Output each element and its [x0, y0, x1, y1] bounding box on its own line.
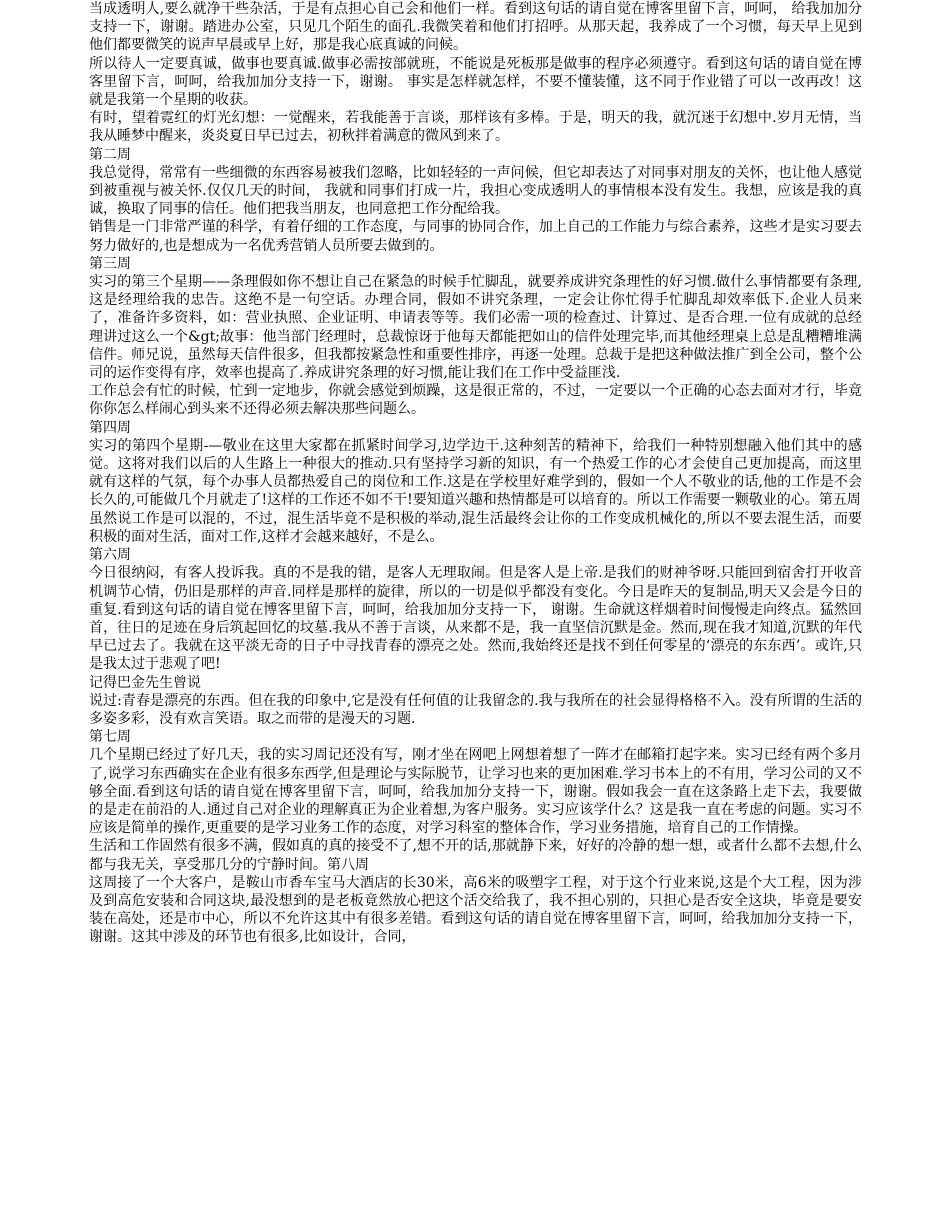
paragraph: 实习的第三个星期——条理假如你不想让自己在紧急的时候手忙脚乱，就要养成讲究条理性的好习惯.做什么事情都要有条理,这是经理给我的忠告。这绝不是一句空话。办理合同，假如不讲究条理，一定会让你忙得手忙脚乱却效率低下.企业人员来了，准备许多资料，如：营业执照、企业证明、申请表等等。我们必需一项的检查过、计算过、是否合理.一位有成就的总经理讲过这么一个&gt;故事：他当部门经理时，总裁惊讶于他每天都能把如山的信件处理完毕,而其他经理桌上总是乱糟糟堆满信件。师兄说，虽然每天信件很多，但我都按紧急性和重要性排序，再逐一处理。总裁于是把这种做法推广到全公司，整个公司的运作变得有序，效率也提高了.养成讲究条理的好习惯,能让我们在工作中受益匪浅. [89, 274, 862, 382]
paragraph: 有时，望着霓红的灯光幻想：一觉醒来，若我能善于言谈，那样该有多棒。于是，明天的我，就沉迷于幻想中.岁月无情，当我从睡梦中醒来，炎炎夏日早已过去，初秋拌着满意的微风到来了。 [89, 110, 862, 145]
paragraph: 销售是一门非常严谨的科学，有着仔细的工作态度，与同事的协同合作，加上自己的工作能力与综合素养，这些才是实习要去努力做好的,也是想成为一名优秀营销人员所要去做到的。 [89, 219, 862, 254]
section-heading: 第七周 [89, 729, 131, 746]
paragraph: 所以待人一定要真诚，做事也要真诚.做事必需按部就班，不能说是死板那是做事的程序必须遵守。看到这句话的请自觉在博客里留下言，呵呵，给我加加分支持一下，谢谢。 事实是怎样就怎样，不要不懂装懂，这不同于作业错了可以一改再改！这就是我第一个星期的收获。 [89, 55, 862, 109]
section-heading: 记得巴金先生曾说 [89, 674, 201, 691]
paragraph: 实习的第四个星期-—敬业在这里大家都在抓紧时间学习,边学边干.这种刻苦的精神下，给我们一种特别想融入他们其中的感觉。这将对我们以后的人生路上一种很大的推动.只有坚持学习新的知识，有一个热爱工作的心才会使自己更加提高，而这里就有这样的气氛，每个办事人员都热爱自己的岗位和工作.这是在学校里好难学到的，假如一个人不敬业的话,他的工作是不会长久的,可能做几个月就走了!这样的工作还不如不干!要知道兴趣和热情都是可以培育的。所以工作需要一颗敬业的心。第五周 [89, 437, 862, 509]
section-heading: 第六周 [89, 547, 131, 564]
section-heading: 第四周 [89, 419, 131, 436]
paragraph: 今日很纳闷，有客人投诉我。真的不是我的错，是客人无理取闹。但是客人是上帝.是我们的财神爷呀.只能回到宿舍打开收音机调节心情，仍旧是那样的声音.同样是那样的旋律，所以的一切是似乎都没有变化。今日是昨天的复制品,明天又会是今日的重复.看到这句话的请自觉在博客里留下言，呵呵，给我加加分支持一下， 谢谢。生命就这样烟着时间慢慢走向终点。猛然回首，往日的足迹在身后筑起回忆的坟墓.我从不善于言谈，从来都不是，我一直坚信沉默是金。然而,现在我才知道,沉默的年代早已过去了。我就在这平淡无奇的日子中寻找青春的漂亮之处。然而,我始终还是找不到任何零星的‘漂亮的东东西’。或许,只是我太过于悲观了吧! [89, 565, 862, 673]
paragraph: 虽然说工作是可以混的，不过，混生活毕竟不是积极的举动,混生活最终会让你的工作变成机械化的,所以不要去混生活，而要积极的面对生活，面对工作,这样才会越来越好，不是么。 [89, 510, 862, 545]
paragraph: 工作总会有忙的时候，忙到一定地步，你就会感觉到烦躁，这是很正常的，不过，一定要以一个正确的心态去面对才行，毕竟你你怎么样闹心到头来不还得必须去解决那些问题么。 [89, 383, 862, 418]
document-body [89, 0, 862, 947]
paragraph: 这周接了一个大客户，是鞍山市香车宝马大酒店的长30米，高6米的吸塑字工程，对于这个行业来说,这是个大工程，因为涉及到高危安装和合同这块,最没想到的是老板竟然放心把这个活交给我了，我不担心别的，只担心是否安全这块，毕竟是要安装在高处，还是市中心，所以不允许这其中有很多差错。看到这句话的请自觉在博客里留下言，呵呵，给我加加分支持一下，谢谢。这其中涉及的环节也有很多,比如设计，合同， [89, 874, 862, 946]
paragraph: 我总觉得，常常有一些细微的东西容易被我们忽略，比如轻轻的一声问候，但它却表达了对同事对朋友的关怀，也让他人感觉到被重视与被关怀.仅仅几天的时间， 我就和同事们打成一片，我担心变成透明人的事情根本没有发生。我想，应该是我的真诚，换取了同事的信任。他们把我当朋友，也同意把工作分配给我。 [89, 164, 862, 218]
section-heading: 第三周 [89, 255, 131, 272]
paragraph: 生活和工作固然有很多不满，假如真的真的接受不了,想不开的话,那就静下来，好好的冷静的想一想，或者什么都不去想,什么都与我无关，享受那几分的宁静时间。第八周 [89, 838, 862, 873]
section-heading: 第二周 [89, 146, 131, 163]
paragraph: 几个星期已经过了好几天，我的实习周记还没有写，刚才坐在网吧上网想着想了一阵才在邮箱打起字来。实习已经有两个多月了,说学习东西确实在企业有很多东西学,但是理论与实际脱节，让学习也来的更加困难.学习书本上的不有用，学习公司的又不够全面.看到这句话的请自觉在博客里留下言，呵呵，给我加加分支持一下，谢谢。假如我会一直在这条路上走下去，我要做的是走在前沿的人.通过自己对企业的理解真正为企业着想,为客户服务。实习应该学什么？这是我一直在考虑的问题。实习不应该是简单的操作,更重要的是学习业务工作的态度，对学习科室的整体合作，学习业务措施，培育自己的工作情操。 [89, 747, 862, 837]
paragraph: 说过:青春是漂亮的东西。但在我的印象中,它是没有任何值的让我留念的.我与我所在的社会显得格格不入。没有所谓的生活的多姿多彩，没有欢言笑语。取之而带的是漫天的习题. [89, 692, 862, 727]
paragraph: 当成透明人,要么就净干些杂活，于是有点担心自己会和他们一样。看到这句话的请自觉在博客里留下言，呵呵， 给我加加分支持一下，谢谢。踏进办公室，只见几个陌生的面孔.我微笑着和他们打招呼。从那天起，我养成了一个习惯，每天早上见到他们都要微笑的说声早晨或早上好，那是我心底真诚的问候。 [89, 1, 862, 54]
